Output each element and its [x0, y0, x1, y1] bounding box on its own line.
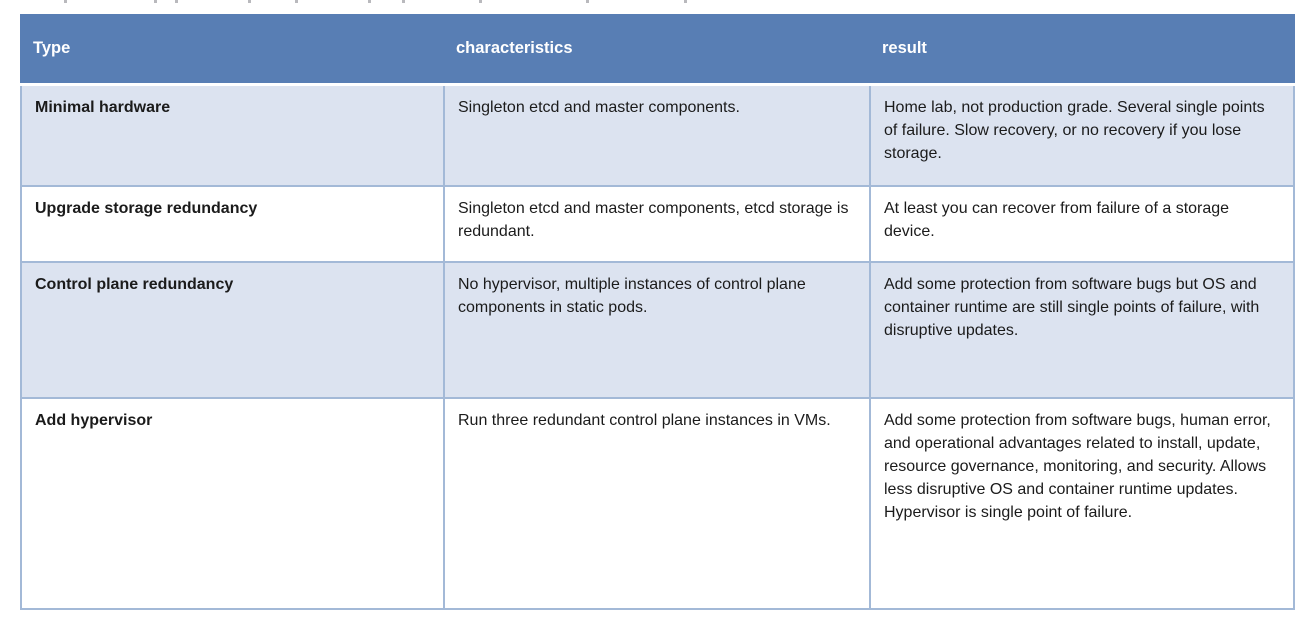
column-header-characteristics: characteristics	[443, 14, 869, 86]
cell-type: Upgrade storage redundancy	[20, 187, 443, 263]
table-row-control-plane-redundancy	[20, 263, 1295, 399]
cell-result: Add some protection from software bugs, human error, and operational advantages related to install, update, resource governance, monitoring, and security. Allows less disruptive OS and container runtime updates. Hypervisor is single point of failure.	[869, 399, 1295, 610]
cell-characteristics: Singleton etcd and master components, etcd storage is redundant.	[443, 187, 869, 263]
cell-result: Home lab, not production grade. Several single points of failure. Slow recovery, or no recovery if you lose storage.	[869, 86, 1295, 187]
cell-result: At least you can recover from failure of a storage device.	[869, 187, 1295, 263]
cell-characteristics: Singleton etcd and master components.	[443, 86, 869, 187]
ha-options-table	[20, 14, 1295, 610]
cell-result: Add some protection from software bugs but OS and container runtime are still single points of failure, with disruptive updates.	[869, 263, 1295, 399]
cell-type: Minimal hardware	[20, 86, 443, 187]
clipped-text-remnant	[0, 0, 760, 4]
column-header-type: Type	[20, 14, 443, 86]
table-row-minimal-hardware	[20, 86, 1295, 187]
cell-type: Control plane redundancy	[20, 263, 443, 399]
cell-type: Add hypervisor	[20, 399, 443, 610]
cell-characteristics: Run three redundant control plane instances in VMs.	[443, 399, 869, 610]
cell-characteristics: No hypervisor, multiple instances of control plane components in static pods.	[443, 263, 869, 399]
table-row-add-hypervisor	[20, 399, 1295, 610]
column-header-result: result	[869, 14, 1295, 86]
table-row-upgrade-storage-redundancy	[20, 187, 1295, 263]
table-header-row	[20, 14, 1295, 86]
